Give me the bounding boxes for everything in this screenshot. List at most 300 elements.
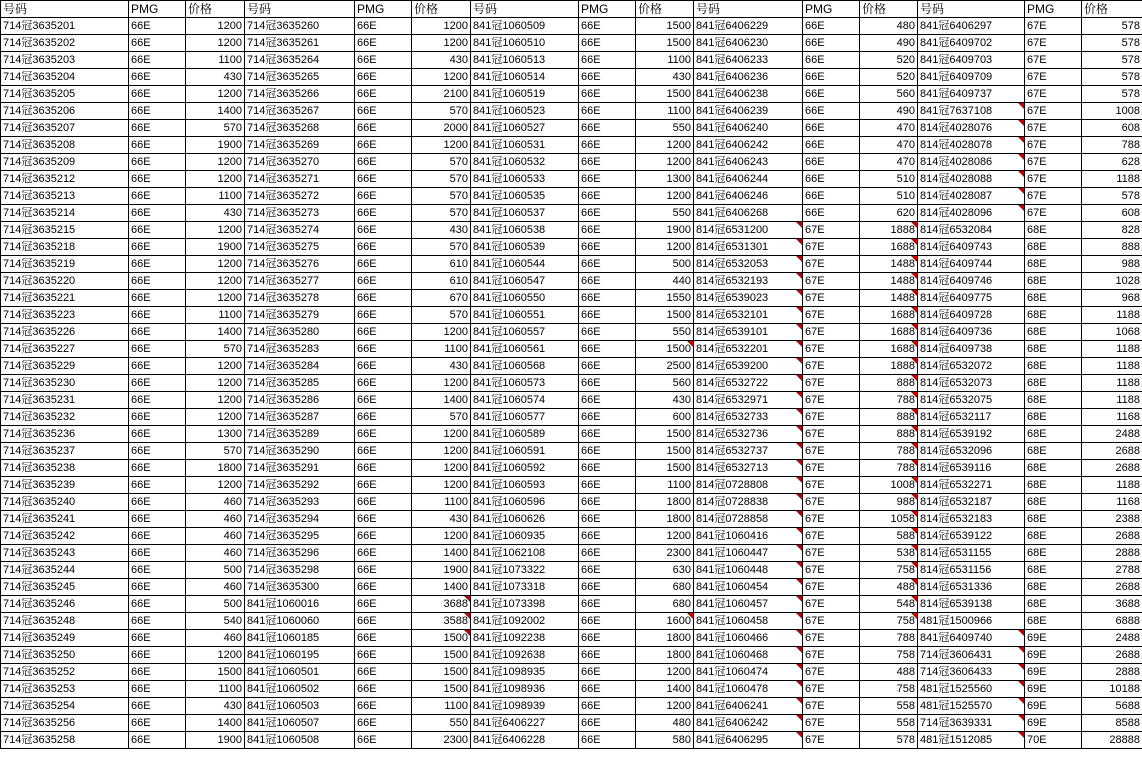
pmg-cell[interactable]: 66E bbox=[129, 103, 186, 120]
header-pmg[interactable]: PMG bbox=[129, 1, 186, 18]
number-cell[interactable]: 841冠1060537 bbox=[471, 205, 579, 222]
number-cell[interactable]: 841冠1092002 bbox=[471, 613, 579, 630]
pmg-cell[interactable]: 66E bbox=[579, 273, 636, 290]
number-cell[interactable]: 714冠3635274 bbox=[245, 222, 355, 239]
number-cell[interactable]: 814冠6409743 bbox=[918, 239, 1025, 256]
price-cell[interactable]: 1100 bbox=[412, 494, 471, 511]
price-cell[interactable]: 588 bbox=[860, 528, 918, 545]
price-cell[interactable]: 1008 bbox=[860, 477, 918, 494]
price-cell[interactable]: 570 bbox=[412, 205, 471, 222]
price-cell[interactable]: 1900 bbox=[636, 222, 694, 239]
pmg-cell[interactable]: 67E bbox=[1025, 86, 1082, 103]
number-cell[interactable]: 714冠3635237 bbox=[1, 443, 129, 460]
number-cell[interactable]: 841冠6406238 bbox=[694, 86, 803, 103]
number-cell[interactable]: 714冠3635232 bbox=[1, 409, 129, 426]
pmg-cell[interactable]: 66E bbox=[355, 69, 412, 86]
number-cell[interactable]: 714冠3635294 bbox=[245, 511, 355, 528]
pmg-cell[interactable]: 66E bbox=[355, 664, 412, 681]
pmg-cell[interactable]: 68E bbox=[1025, 460, 1082, 477]
pmg-cell[interactable]: 66E bbox=[129, 341, 186, 358]
number-cell[interactable]: 714冠3635284 bbox=[245, 358, 355, 375]
number-cell[interactable]: 714冠3635253 bbox=[1, 681, 129, 698]
number-cell[interactable]: 841冠1060538 bbox=[471, 222, 579, 239]
pmg-cell[interactable]: 66E bbox=[129, 613, 186, 630]
number-cell[interactable]: 714冠3635245 bbox=[1, 579, 129, 596]
pmg-cell[interactable]: 66E bbox=[129, 205, 186, 222]
price-cell[interactable]: 550 bbox=[636, 120, 694, 137]
number-cell[interactable]: 814冠6539200 bbox=[694, 358, 803, 375]
number-cell[interactable]: 814冠4028076 bbox=[918, 120, 1025, 137]
pmg-cell[interactable]: 67E bbox=[1025, 205, 1082, 222]
pmg-cell[interactable]: 66E bbox=[129, 494, 186, 511]
price-cell[interactable]: 758 bbox=[860, 681, 918, 698]
pmg-cell[interactable]: 66E bbox=[129, 188, 186, 205]
price-cell[interactable]: 1168 bbox=[1082, 494, 1142, 511]
number-cell[interactable]: 814冠6531155 bbox=[918, 545, 1025, 562]
number-cell[interactable]: 714冠3635250 bbox=[1, 647, 129, 664]
number-cell[interactable]: 714冠3635265 bbox=[245, 69, 355, 86]
pmg-cell[interactable]: 66E bbox=[129, 375, 186, 392]
price-cell[interactable]: 620 bbox=[860, 205, 918, 222]
number-cell[interactable]: 841冠1060468 bbox=[694, 647, 803, 664]
number-cell[interactable]: 714冠3635271 bbox=[245, 171, 355, 188]
price-cell[interactable]: 488 bbox=[860, 579, 918, 596]
price-cell[interactable]: 1500 bbox=[412, 664, 471, 681]
number-cell[interactable]: 714冠3606433 bbox=[918, 664, 1025, 681]
number-cell[interactable]: 714冠3635246 bbox=[1, 596, 129, 613]
price-cell[interactable]: 1200 bbox=[636, 239, 694, 256]
pmg-cell[interactable]: 66E bbox=[129, 528, 186, 545]
pmg-cell[interactable]: 66E bbox=[579, 375, 636, 392]
pmg-cell[interactable]: 66E bbox=[355, 324, 412, 341]
pmg-cell[interactable]: 69E bbox=[1025, 715, 1082, 732]
pmg-cell[interactable]: 66E bbox=[803, 188, 860, 205]
price-cell[interactable]: 5688 bbox=[1082, 698, 1142, 715]
price-cell[interactable]: 538 bbox=[860, 545, 918, 562]
price-cell[interactable]: 570 bbox=[186, 120, 245, 137]
price-cell[interactable]: 1888 bbox=[860, 222, 918, 239]
pmg-cell[interactable]: 66E bbox=[355, 188, 412, 205]
number-cell[interactable]: 841冠1060502 bbox=[245, 681, 355, 698]
number-cell[interactable]: 481冠1525560 bbox=[918, 681, 1025, 698]
price-cell[interactable]: 1688 bbox=[860, 307, 918, 324]
price-cell[interactable]: 1200 bbox=[186, 290, 245, 307]
price-cell[interactable]: 3688 bbox=[412, 596, 471, 613]
pmg-cell[interactable]: 68E bbox=[1025, 596, 1082, 613]
price-cell[interactable]: 2688 bbox=[1082, 528, 1142, 545]
pmg-cell[interactable]: 66E bbox=[129, 154, 186, 171]
pmg-cell[interactable]: 66E bbox=[129, 358, 186, 375]
pmg-cell[interactable]: 66E bbox=[355, 35, 412, 52]
number-cell[interactable]: 841冠1060535 bbox=[471, 188, 579, 205]
price-cell[interactable]: 1200 bbox=[636, 154, 694, 171]
number-cell[interactable]: 841冠1060510 bbox=[471, 35, 579, 52]
pmg-cell[interactable]: 67E bbox=[1025, 18, 1082, 35]
number-cell[interactable]: 714冠3635212 bbox=[1, 171, 129, 188]
price-cell[interactable]: 968 bbox=[1082, 290, 1142, 307]
number-cell[interactable]: 814冠6539116 bbox=[918, 460, 1025, 477]
price-cell[interactable]: 1800 bbox=[636, 630, 694, 647]
number-cell[interactable]: 714冠3635256 bbox=[1, 715, 129, 732]
pmg-cell[interactable]: 66E bbox=[803, 171, 860, 188]
price-cell[interactable]: 1200 bbox=[412, 69, 471, 86]
number-cell[interactable]: 714冠3635266 bbox=[245, 86, 355, 103]
number-cell[interactable]: 814冠6409775 bbox=[918, 290, 1025, 307]
price-cell[interactable]: 460 bbox=[186, 579, 245, 596]
pmg-cell[interactable]: 66E bbox=[355, 528, 412, 545]
pmg-cell[interactable]: 66E bbox=[129, 35, 186, 52]
price-cell[interactable]: 570 bbox=[412, 154, 471, 171]
pmg-cell[interactable]: 66E bbox=[355, 375, 412, 392]
price-cell[interactable]: 788 bbox=[860, 460, 918, 477]
number-cell[interactable]: 841冠1060466 bbox=[694, 630, 803, 647]
number-cell[interactable]: 814冠6532096 bbox=[918, 443, 1025, 460]
number-cell[interactable]: 841冠1060513 bbox=[471, 52, 579, 69]
number-cell[interactable]: 841冠1060626 bbox=[471, 511, 579, 528]
number-cell[interactable]: 841冠6406230 bbox=[694, 35, 803, 52]
pmg-cell[interactable]: 66E bbox=[355, 358, 412, 375]
pmg-cell[interactable]: 68E bbox=[1025, 256, 1082, 273]
price-cell[interactable]: 1688 bbox=[860, 341, 918, 358]
price-cell[interactable]: 1500 bbox=[412, 681, 471, 698]
price-cell[interactable]: 430 bbox=[186, 69, 245, 86]
pmg-cell[interactable]: 66E bbox=[579, 137, 636, 154]
price-cell[interactable]: 1300 bbox=[186, 426, 245, 443]
price-cell[interactable]: 578 bbox=[860, 732, 918, 749]
number-cell[interactable]: 714冠3635276 bbox=[245, 256, 355, 273]
pmg-cell[interactable]: 68E bbox=[1025, 494, 1082, 511]
price-cell[interactable]: 1008 bbox=[1082, 103, 1142, 120]
number-cell[interactable]: 714冠3635241 bbox=[1, 511, 129, 528]
number-cell[interactable]: 714冠3635269 bbox=[245, 137, 355, 154]
pmg-cell[interactable]: 66E bbox=[129, 324, 186, 341]
price-cell[interactable]: 1800 bbox=[186, 460, 245, 477]
price-cell[interactable]: 788 bbox=[860, 630, 918, 647]
number-cell[interactable]: 714冠3635295 bbox=[245, 528, 355, 545]
header-pmg[interactable]: PMG bbox=[579, 1, 636, 18]
price-cell[interactable]: 1900 bbox=[186, 137, 245, 154]
pmg-cell[interactable]: 66E bbox=[579, 511, 636, 528]
price-cell[interactable]: 1888 bbox=[860, 358, 918, 375]
price-cell[interactable]: 1200 bbox=[412, 477, 471, 494]
pmg-cell[interactable]: 68E bbox=[1025, 222, 1082, 239]
pmg-cell[interactable]: 66E bbox=[129, 630, 186, 647]
pmg-cell[interactable]: 67E bbox=[803, 630, 860, 647]
price-cell[interactable]: 10188 bbox=[1082, 681, 1142, 698]
number-cell[interactable]: 841冠6406227 bbox=[471, 715, 579, 732]
price-cell[interactable]: 680 bbox=[636, 579, 694, 596]
number-cell[interactable]: 841冠6406241 bbox=[694, 698, 803, 715]
number-cell[interactable]: 714冠3635249 bbox=[1, 630, 129, 647]
pmg-cell[interactable]: 68E bbox=[1025, 511, 1082, 528]
price-cell[interactable]: 1500 bbox=[636, 443, 694, 460]
price-cell[interactable]: 570 bbox=[412, 188, 471, 205]
number-cell[interactable]: 714冠3635223 bbox=[1, 307, 129, 324]
price-cell[interactable]: 1900 bbox=[412, 562, 471, 579]
number-cell[interactable]: 714冠3635240 bbox=[1, 494, 129, 511]
pmg-cell[interactable]: 67E bbox=[803, 698, 860, 715]
pmg-cell[interactable]: 70E bbox=[1025, 732, 1082, 749]
price-cell[interactable]: 500 bbox=[186, 562, 245, 579]
number-cell[interactable]: 814冠6532737 bbox=[694, 443, 803, 460]
pmg-cell[interactable]: 68E bbox=[1025, 477, 1082, 494]
pmg-cell[interactable]: 66E bbox=[129, 69, 186, 86]
number-cell[interactable]: 714冠3635261 bbox=[245, 35, 355, 52]
number-cell[interactable]: 841冠1060573 bbox=[471, 375, 579, 392]
number-cell[interactable]: 814冠6532073 bbox=[918, 375, 1025, 392]
pmg-cell[interactable]: 66E bbox=[129, 596, 186, 613]
pmg-cell[interactable]: 66E bbox=[355, 579, 412, 596]
price-cell[interactable]: 1168 bbox=[1082, 409, 1142, 426]
number-cell[interactable]: 841冠1060568 bbox=[471, 358, 579, 375]
price-cell[interactable]: 1100 bbox=[412, 341, 471, 358]
pmg-cell[interactable]: 66E bbox=[355, 596, 412, 613]
price-cell[interactable]: 490 bbox=[860, 35, 918, 52]
price-cell[interactable]: 460 bbox=[186, 528, 245, 545]
pmg-cell[interactable]: 67E bbox=[803, 613, 860, 630]
number-cell[interactable]: 714冠3635242 bbox=[1, 528, 129, 545]
price-cell[interactable]: 788 bbox=[860, 392, 918, 409]
pmg-cell[interactable]: 68E bbox=[1025, 375, 1082, 392]
pmg-cell[interactable]: 66E bbox=[579, 528, 636, 545]
number-cell[interactable]: 714冠3635296 bbox=[245, 545, 355, 562]
price-cell[interactable]: 460 bbox=[186, 545, 245, 562]
pmg-cell[interactable]: 67E bbox=[803, 511, 860, 528]
price-cell[interactable]: 1500 bbox=[636, 18, 694, 35]
price-cell[interactable]: 2000 bbox=[412, 120, 471, 137]
price-cell[interactable]: 1200 bbox=[186, 18, 245, 35]
price-cell[interactable]: 610 bbox=[412, 256, 471, 273]
number-cell[interactable]: 841冠1060523 bbox=[471, 103, 579, 120]
number-cell[interactable]: 714冠3635280 bbox=[245, 324, 355, 341]
price-cell[interactable]: 788 bbox=[860, 443, 918, 460]
price-cell[interactable]: 1068 bbox=[1082, 324, 1142, 341]
price-cell[interactable]: 1500 bbox=[412, 630, 471, 647]
pmg-cell[interactable]: 66E bbox=[803, 69, 860, 86]
header-price[interactable]: 价格 bbox=[412, 1, 471, 18]
number-cell[interactable]: 841冠1060544 bbox=[471, 256, 579, 273]
number-cell[interactable]: 841冠1060577 bbox=[471, 409, 579, 426]
pmg-cell[interactable]: 67E bbox=[803, 222, 860, 239]
pmg-cell[interactable]: 66E bbox=[803, 35, 860, 52]
number-cell[interactable]: 814冠4028087 bbox=[918, 188, 1025, 205]
number-cell[interactable]: 714冠3635209 bbox=[1, 154, 129, 171]
price-cell[interactable]: 2788 bbox=[1082, 562, 1142, 579]
price-cell[interactable]: 440 bbox=[636, 273, 694, 290]
pmg-cell[interactable]: 66E bbox=[579, 154, 636, 171]
price-cell[interactable]: 550 bbox=[636, 324, 694, 341]
pmg-cell[interactable]: 68E bbox=[1025, 307, 1082, 324]
pmg-cell[interactable]: 66E bbox=[355, 715, 412, 732]
number-cell[interactable]: 714冠3635252 bbox=[1, 664, 129, 681]
number-cell[interactable]: 814冠4028088 bbox=[918, 171, 1025, 188]
price-cell[interactable]: 550 bbox=[636, 205, 694, 222]
price-cell[interactable]: 758 bbox=[860, 613, 918, 630]
pmg-cell[interactable]: 66E bbox=[579, 630, 636, 647]
price-cell[interactable]: 470 bbox=[860, 137, 918, 154]
pmg-cell[interactable]: 67E bbox=[1025, 171, 1082, 188]
number-cell[interactable]: 714冠3635289 bbox=[245, 426, 355, 443]
pmg-cell[interactable]: 66E bbox=[579, 341, 636, 358]
pmg-cell[interactable]: 68E bbox=[1025, 528, 1082, 545]
price-cell[interactable]: 1188 bbox=[1082, 392, 1142, 409]
price-cell[interactable]: 550 bbox=[412, 715, 471, 732]
number-cell[interactable]: 841冠6409702 bbox=[918, 35, 1025, 52]
price-cell[interactable]: 1488 bbox=[860, 290, 918, 307]
pmg-cell[interactable]: 67E bbox=[803, 562, 860, 579]
number-cell[interactable]: 841冠1060532 bbox=[471, 154, 579, 171]
price-cell[interactable]: 1900 bbox=[186, 732, 245, 749]
number-cell[interactable]: 814冠6539122 bbox=[918, 528, 1025, 545]
number-cell[interactable]: 814冠6531200 bbox=[694, 222, 803, 239]
header-number[interactable]: 号码 bbox=[245, 1, 355, 18]
pmg-cell[interactable]: 66E bbox=[355, 630, 412, 647]
number-cell[interactable]: 841冠1060592 bbox=[471, 460, 579, 477]
pmg-cell[interactable]: 66E bbox=[355, 307, 412, 324]
pmg-cell[interactable]: 66E bbox=[355, 103, 412, 120]
price-cell[interactable]: 1500 bbox=[186, 664, 245, 681]
price-cell[interactable]: 570 bbox=[412, 171, 471, 188]
number-cell[interactable]: 841冠1060557 bbox=[471, 324, 579, 341]
pmg-cell[interactable]: 66E bbox=[579, 562, 636, 579]
pmg-cell[interactable]: 66E bbox=[355, 256, 412, 273]
price-cell[interactable]: 628 bbox=[1082, 154, 1142, 171]
header-pmg[interactable]: PMG bbox=[355, 1, 412, 18]
number-cell[interactable]: 814冠0728838 bbox=[694, 494, 803, 511]
pmg-cell[interactable]: 67E bbox=[803, 715, 860, 732]
pmg-cell[interactable]: 66E bbox=[355, 52, 412, 69]
pmg-cell[interactable]: 66E bbox=[355, 698, 412, 715]
price-cell[interactable]: 488 bbox=[860, 664, 918, 681]
pmg-cell[interactable]: 66E bbox=[579, 290, 636, 307]
price-cell[interactable]: 988 bbox=[1082, 256, 1142, 273]
pmg-cell[interactable]: 66E bbox=[803, 103, 860, 120]
price-cell[interactable]: 1800 bbox=[636, 647, 694, 664]
price-cell[interactable]: 1200 bbox=[636, 664, 694, 681]
pmg-cell[interactable]: 67E bbox=[803, 460, 860, 477]
number-cell[interactable]: 714冠3635279 bbox=[245, 307, 355, 324]
price-cell[interactable]: 1800 bbox=[636, 511, 694, 528]
number-cell[interactable]: 714冠3635231 bbox=[1, 392, 129, 409]
pmg-cell[interactable]: 68E bbox=[1025, 409, 1082, 426]
price-cell[interactable]: 680 bbox=[636, 596, 694, 613]
pmg-cell[interactable]: 67E bbox=[1025, 69, 1082, 86]
number-cell[interactable]: 841冠1060591 bbox=[471, 443, 579, 460]
pmg-cell[interactable]: 67E bbox=[803, 307, 860, 324]
pmg-cell[interactable]: 66E bbox=[355, 409, 412, 426]
pmg-cell[interactable]: 66E bbox=[579, 52, 636, 69]
price-cell[interactable]: 1500 bbox=[636, 86, 694, 103]
number-cell[interactable]: 714冠3635203 bbox=[1, 52, 129, 69]
price-cell[interactable]: 430 bbox=[186, 698, 245, 715]
number-cell[interactable]: 814冠6409728 bbox=[918, 307, 1025, 324]
number-cell[interactable]: 481冠1525570 bbox=[918, 698, 1025, 715]
pmg-cell[interactable]: 67E bbox=[1025, 103, 1082, 120]
price-cell[interactable]: 490 bbox=[860, 103, 918, 120]
price-cell[interactable]: 600 bbox=[636, 409, 694, 426]
pmg-cell[interactable]: 66E bbox=[579, 664, 636, 681]
pmg-cell[interactable]: 67E bbox=[803, 477, 860, 494]
pmg-cell[interactable]: 66E bbox=[129, 171, 186, 188]
price-cell[interactable]: 1200 bbox=[636, 698, 694, 715]
pmg-cell[interactable]: 66E bbox=[579, 86, 636, 103]
price-cell[interactable]: 1200 bbox=[186, 273, 245, 290]
pmg-cell[interactable]: 66E bbox=[355, 120, 412, 137]
pmg-cell[interactable]: 66E bbox=[355, 222, 412, 239]
number-cell[interactable]: 714冠3635300 bbox=[245, 579, 355, 596]
number-cell[interactable]: 714冠3635285 bbox=[245, 375, 355, 392]
number-cell[interactable]: 841冠6406233 bbox=[694, 52, 803, 69]
pmg-cell[interactable]: 68E bbox=[1025, 324, 1082, 341]
pmg-cell[interactable]: 66E bbox=[579, 205, 636, 222]
pmg-cell[interactable]: 66E bbox=[129, 52, 186, 69]
pmg-cell[interactable]: 68E bbox=[1025, 562, 1082, 579]
number-cell[interactable]: 714冠3635260 bbox=[245, 18, 355, 35]
number-cell[interactable]: 841冠1060574 bbox=[471, 392, 579, 409]
pmg-cell[interactable]: 66E bbox=[579, 18, 636, 35]
number-cell[interactable]: 714冠3635290 bbox=[245, 443, 355, 460]
price-cell[interactable]: 1200 bbox=[412, 460, 471, 477]
number-cell[interactable]: 814冠6532733 bbox=[694, 409, 803, 426]
price-cell[interactable]: 430 bbox=[412, 52, 471, 69]
number-cell[interactable]: 814冠6532201 bbox=[694, 341, 803, 358]
pmg-cell[interactable]: 66E bbox=[129, 562, 186, 579]
number-cell[interactable]: 841冠6406297 bbox=[918, 18, 1025, 35]
price-cell[interactable]: 608 bbox=[1082, 205, 1142, 222]
price-cell[interactable]: 570 bbox=[412, 409, 471, 426]
price-cell[interactable]: 2688 bbox=[1082, 579, 1142, 596]
price-cell[interactable]: 500 bbox=[186, 596, 245, 613]
price-cell[interactable]: 480 bbox=[860, 18, 918, 35]
number-cell[interactable]: 841冠1060550 bbox=[471, 290, 579, 307]
price-cell[interactable]: 6888 bbox=[1082, 613, 1142, 630]
pmg-cell[interactable]: 66E bbox=[355, 443, 412, 460]
pmg-cell[interactable]: 67E bbox=[803, 358, 860, 375]
number-cell[interactable]: 841冠1060060 bbox=[245, 613, 355, 630]
pmg-cell[interactable]: 66E bbox=[579, 596, 636, 613]
number-cell[interactable]: 714冠3635268 bbox=[245, 120, 355, 137]
number-cell[interactable]: 841冠6406239 bbox=[694, 103, 803, 120]
pmg-cell[interactable]: 66E bbox=[355, 392, 412, 409]
pmg-cell[interactable]: 66E bbox=[355, 732, 412, 749]
number-cell[interactable]: 814冠6539101 bbox=[694, 324, 803, 341]
number-cell[interactable]: 841冠1073322 bbox=[471, 562, 579, 579]
price-cell[interactable]: 1200 bbox=[412, 443, 471, 460]
pmg-cell[interactable]: 66E bbox=[803, 86, 860, 103]
price-cell[interactable]: 1200 bbox=[186, 375, 245, 392]
pmg-cell[interactable]: 66E bbox=[129, 732, 186, 749]
price-cell[interactable]: 1500 bbox=[636, 35, 694, 52]
price-cell[interactable]: 570 bbox=[412, 307, 471, 324]
pmg-cell[interactable]: 67E bbox=[803, 426, 860, 443]
pmg-cell[interactable]: 66E bbox=[129, 698, 186, 715]
price-cell[interactable]: 2888 bbox=[1082, 664, 1142, 681]
number-cell[interactable]: 714冠3635205 bbox=[1, 86, 129, 103]
pmg-cell[interactable]: 66E bbox=[355, 426, 412, 443]
price-cell[interactable]: 500 bbox=[636, 256, 694, 273]
price-cell[interactable]: 1600 bbox=[636, 613, 694, 630]
price-cell[interactable]: 2388 bbox=[1082, 511, 1142, 528]
pmg-cell[interactable]: 67E bbox=[1025, 188, 1082, 205]
price-cell[interactable]: 578 bbox=[1082, 35, 1142, 52]
number-cell[interactable]: 714冠3635227 bbox=[1, 341, 129, 358]
price-cell[interactable]: 1200 bbox=[412, 137, 471, 154]
price-cell[interactable]: 540 bbox=[186, 613, 245, 630]
price-cell[interactable]: 1058 bbox=[860, 511, 918, 528]
number-cell[interactable]: 814冠6531156 bbox=[918, 562, 1025, 579]
pmg-cell[interactable]: 66E bbox=[579, 494, 636, 511]
number-cell[interactable]: 841冠1060547 bbox=[471, 273, 579, 290]
